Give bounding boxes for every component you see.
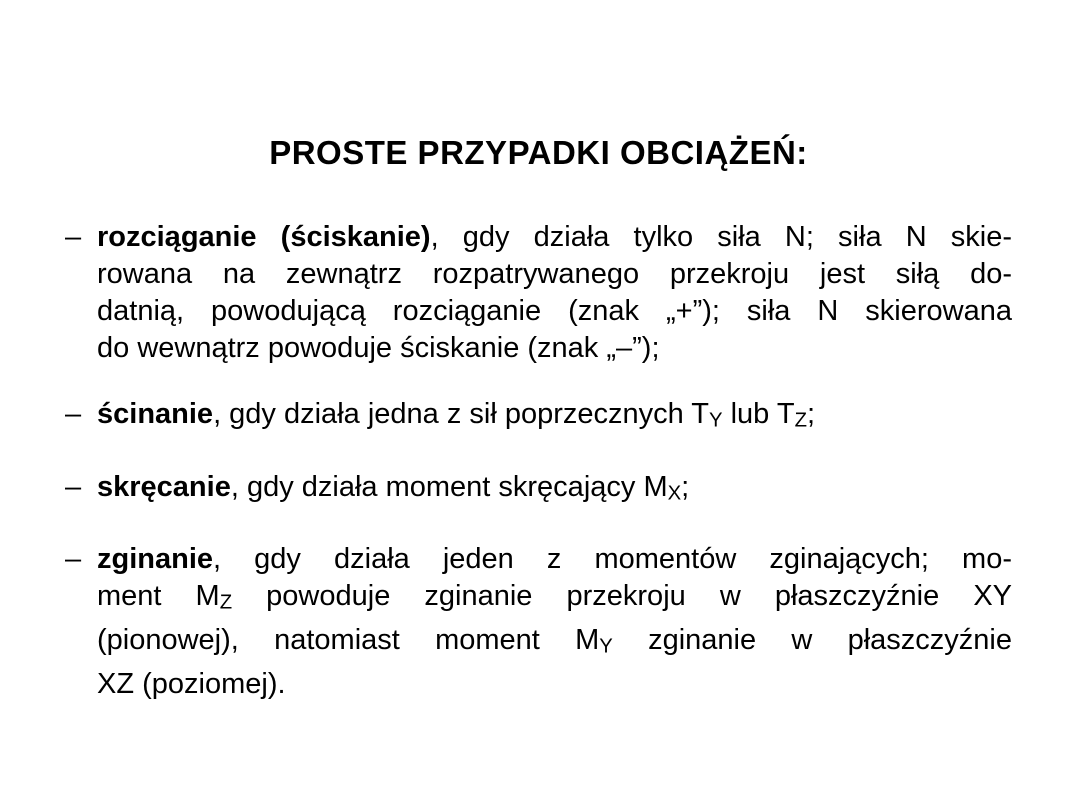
bullet-text xyxy=(97,396,1012,440)
text-run: ; xyxy=(681,470,690,503)
text-run: (pionowej), natomiast moment M xyxy=(97,623,600,656)
bullet-list xyxy=(65,219,1012,703)
bold-term: ścinanie xyxy=(97,398,214,430)
bold-term: rozciąganie (ściskanie) xyxy=(97,221,431,253)
bold-term: skręcanie xyxy=(97,470,231,503)
text-run: XZ (poziomej). xyxy=(97,667,286,700)
text-run: ; xyxy=(806,398,816,430)
bullet-text xyxy=(97,219,1012,367)
text-run: powoduje zginanie przekroju w płaszczyźnie XY xyxy=(232,580,1012,613)
text-run: , gdy działa tylko siła N; siła N skie- xyxy=(430,221,1012,253)
bullet-line xyxy=(97,293,1012,330)
bullet-text xyxy=(97,541,1012,702)
bullet-item xyxy=(65,469,1012,513)
bullet-line xyxy=(97,541,1012,578)
subscript: Y xyxy=(599,635,613,658)
text-run: , gdy działa jedna z sił poprzecznych T xyxy=(213,398,710,430)
subscript: Y xyxy=(709,409,723,432)
text-run: , gdy działa jeden z momentów zginających; mo- xyxy=(213,543,1012,576)
bullet-line xyxy=(97,578,1012,622)
bullet-line xyxy=(97,219,1012,256)
bullet-dash: – xyxy=(65,221,82,253)
subscript: X xyxy=(667,482,682,505)
bold-term: zginanie xyxy=(97,543,214,576)
bullet-dash: – xyxy=(65,543,82,576)
bullet-line xyxy=(97,396,1012,440)
bullet-line xyxy=(97,666,1012,703)
subscript: Z xyxy=(219,591,233,614)
bullet-line xyxy=(97,330,1012,367)
bullet-line xyxy=(97,256,1012,293)
bullet-line xyxy=(97,622,1012,666)
bullet-item xyxy=(65,219,1012,367)
bullet-line xyxy=(97,469,1012,513)
text-run: datnią, powodującą rozciąganie (znak „+”); siła N skierowana xyxy=(97,295,1012,327)
bullet-dash: – xyxy=(65,398,82,430)
text-run: zginanie w płaszczyźnie xyxy=(612,623,1013,656)
bullet-item xyxy=(65,541,1012,702)
text-run: ment M xyxy=(97,580,220,613)
slide-title: PROSTE PRZYPADKI OBCIĄŻEŃ: xyxy=(269,134,808,171)
text-run: rowana na zewnątrz rozpatrywanego przekroju jest siłą do- xyxy=(97,258,1012,290)
text-run: do wewnątrz powoduje ściskanie (znak „–”); xyxy=(97,332,660,364)
bullet-text xyxy=(97,469,1012,513)
bullet-dash: – xyxy=(65,470,82,503)
subscript: Z xyxy=(794,409,807,432)
text-run: , gdy działa moment skręcający M xyxy=(230,470,668,503)
bullet-item xyxy=(65,396,1012,440)
text-run: lub T xyxy=(722,398,795,430)
